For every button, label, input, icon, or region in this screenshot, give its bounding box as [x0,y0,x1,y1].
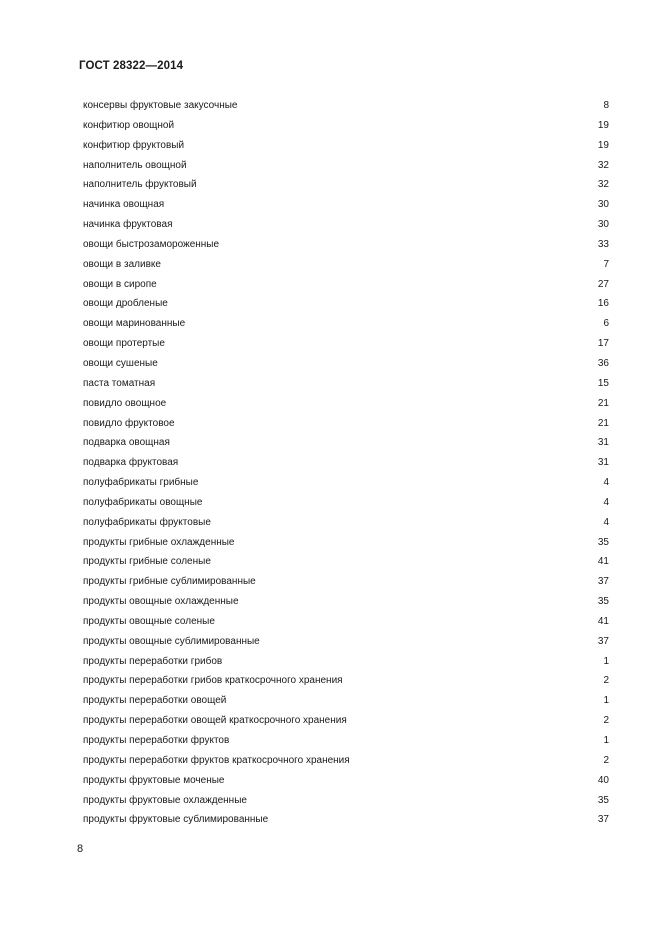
index-term: овощи быстрозамороженные [83,238,220,250]
index-entry [83,552,609,572]
index-page-ref: 21 [597,397,609,409]
index-page-ref: 27 [597,278,609,290]
index-page-ref: 2 [603,715,609,727]
index-entry [83,354,609,374]
index-page-ref: 41 [597,556,609,568]
index-page-ref: 21 [597,417,609,429]
index-term: продукты переработки фруктов краткосрочного хранения [83,754,350,766]
index-entry [83,414,609,434]
page-number: 8 [77,843,84,855]
index-entry [83,711,609,731]
index-page-ref: 6 [603,318,609,330]
index-term: полуфабрикаты фруктовые [83,516,211,528]
index-page-ref: 16 [597,298,609,310]
index-entry [83,453,609,473]
index-term: конфитюр фруктовый [83,139,185,151]
index-term: начинка овощная [83,199,165,211]
index-entry [83,433,609,453]
index-term: продукты грибные соленые [83,556,211,568]
index-page-ref: 35 [597,794,609,806]
index-entry [83,652,609,672]
index-term: продукты переработки грибов краткосрочного хранения [83,675,343,687]
index-term: подварка фруктовая [83,457,179,469]
index-entry [83,612,609,632]
index-term: наполнитель овощной [83,159,187,171]
index-entry [83,175,609,195]
index-term: полуфабрикаты овощные [83,496,203,508]
index-term: паста томатная [83,377,156,389]
index-term: продукты овощные охлажденные [83,596,239,608]
index-term: продукты переработки фруктов [83,735,230,746]
index-entry [83,493,609,513]
index-page-ref: 4 [603,496,609,508]
index-page-ref: 4 [603,516,609,528]
index-term: повидло овощное [83,397,167,409]
index-term: повидло фруктовое [83,417,175,429]
index-entry [83,96,609,116]
index-entry [83,215,609,235]
index-page-ref: 37 [597,635,609,647]
index-term: продукты овощные соленые [83,615,215,627]
index-entry [83,791,609,811]
index-term: овощи дробленые [83,298,168,310]
index-page-ref: 32 [597,159,609,171]
index-page-ref: 30 [597,199,609,211]
index-page-ref: 17 [597,338,609,350]
index-entry [83,572,609,592]
index-page-ref: 1 [603,695,609,707]
index-page-ref: 31 [597,437,609,449]
index-term: продукты переработки грибов [83,655,223,667]
index-term: овощи маринованные [83,318,186,330]
index-page-ref: 19 [597,119,609,131]
alphabetical-index [83,96,609,830]
index-entry [83,235,609,255]
index-page-ref: 32 [597,179,609,191]
index-page-ref: 35 [597,536,609,548]
index-entry [83,374,609,394]
index-term: консервы фруктовые закусочные [83,100,238,111]
index-entry [83,632,609,652]
index-page-ref: 7 [603,258,609,270]
index-term: овощи сушеные [83,357,158,369]
index-entry [83,751,609,771]
index-page-ref: 40 [597,774,609,786]
index-term: продукты грибные сублимированные [83,576,256,588]
index-page-ref: 1 [603,735,609,746]
index-entry [83,671,609,691]
index-term: наполнитель фруктовый [83,179,197,191]
index-term: продукты переработки овощей краткосрочного хранения [83,715,347,727]
index-entry [83,513,609,533]
index-entry [83,691,609,711]
index-term: продукты фруктовые моченые [83,774,225,786]
index-page-ref: 15 [597,377,609,389]
index-page-ref: 35 [597,596,609,608]
index-page-ref: 31 [597,457,609,469]
index-term: продукты фруктовые сублимированные [83,814,269,826]
index-entry [83,810,609,830]
index-page-ref: 19 [597,139,609,151]
index-term: продукты грибные охлажденные [83,536,235,548]
index-page-ref: 33 [597,238,609,250]
document-header: ГОСТ 28322—2014 [79,60,184,72]
index-entry [83,136,609,156]
index-entry [83,275,609,295]
index-entry [83,592,609,612]
index-term: конфитюр овощной [83,119,175,131]
index-entry [83,255,609,275]
index-entry [83,533,609,553]
index-page-ref: 41 [597,615,609,627]
index-page-ref: 2 [603,675,609,687]
index-page-ref: 37 [597,814,609,826]
index-page-ref: 4 [603,477,609,489]
index-page-ref: 36 [597,357,609,369]
index-page-ref: 1 [603,655,609,667]
index-term: начинка фруктовая [83,219,173,231]
index-term: овощи протертые [83,338,165,350]
index-term: продукты овощные сублимированные [83,635,260,647]
index-entry [83,473,609,493]
index-page-ref: 30 [597,219,609,231]
index-entry [83,195,609,215]
index-entry [83,394,609,414]
index-term: овощи в заливке [83,258,161,270]
index-entry [83,334,609,354]
index-entry [83,116,609,136]
index-page-ref: 2 [603,754,609,766]
index-term: полуфабрикаты грибные [83,477,199,489]
index-term: продукты переработки овощей [83,695,227,707]
index-term: овощи в сиропе [83,278,157,290]
index-entry [83,314,609,334]
index-entry [83,771,609,791]
index-term: продукты фруктовые охлажденные [83,794,247,806]
index-entry [83,294,609,314]
index-page-ref: 37 [597,576,609,588]
index-page-ref: 8 [603,100,609,111]
index-entry [83,731,609,751]
index-term: подварка овощная [83,437,170,449]
index-entry [83,156,609,176]
